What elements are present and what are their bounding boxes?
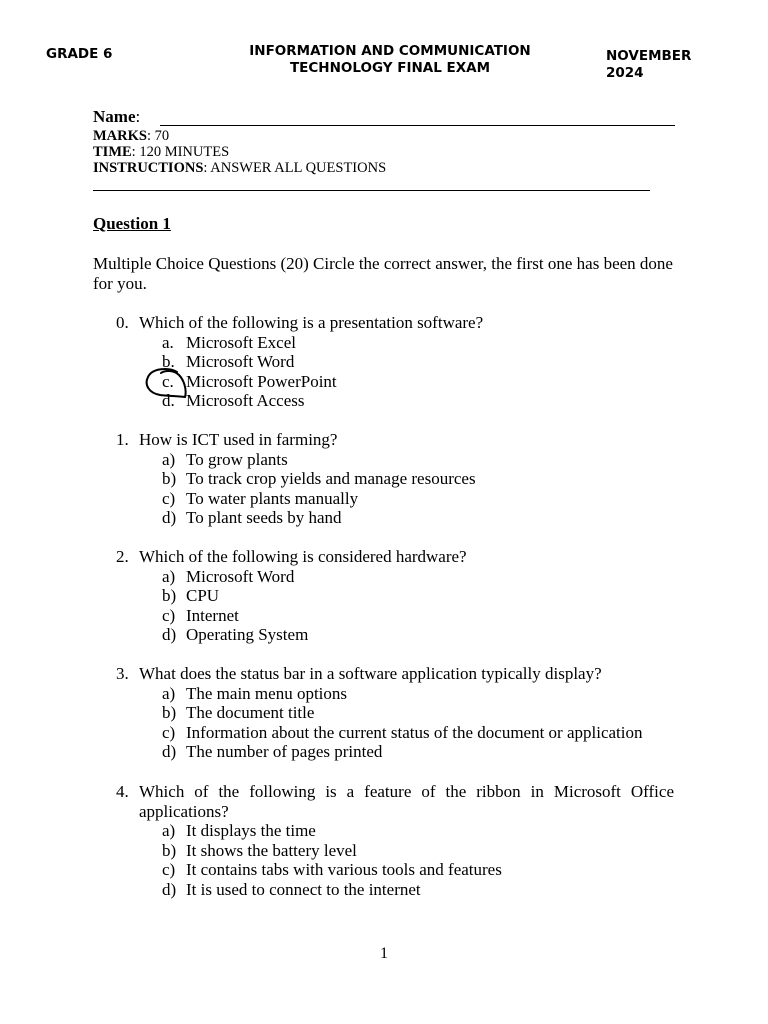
option-label: b)	[162, 703, 177, 723]
option-item	[93, 586, 467, 606]
option-label: d)	[162, 879, 177, 899]
name-label: Name	[93, 107, 136, 126]
question-number: 2.	[116, 547, 129, 566]
question-text: Which of the following is a presentation software?	[139, 313, 484, 332]
marks-line	[93, 128, 169, 144]
option-item	[93, 489, 476, 509]
header-month: NOVEMBER	[606, 48, 692, 64]
option-label: d)	[162, 742, 177, 762]
option-label: c)	[162, 488, 176, 508]
option-text: Microsoft Word	[186, 566, 295, 586]
question-3	[93, 664, 643, 762]
option-text: CPU	[186, 586, 220, 606]
option-label: d)	[162, 508, 177, 528]
option-text: Microsoft Word	[186, 352, 295, 372]
option-item	[93, 684, 643, 704]
option-label: c)	[162, 722, 176, 742]
option-label: a)	[162, 566, 176, 586]
page-number: 1	[380, 945, 388, 962]
option-label: c)	[162, 605, 176, 625]
option-item	[93, 508, 476, 528]
question-text: How is ICT used in farming?	[139, 430, 338, 449]
header-year: 2024	[606, 65, 644, 81]
header-date	[606, 48, 692, 81]
time-label: TIME	[93, 144, 132, 160]
option-item	[93, 625, 467, 645]
marks-value: : 70	[146, 128, 170, 144]
option-text: To track crop yields and manage resources	[186, 469, 476, 489]
question-number: 4.	[116, 782, 129, 801]
section-title: Question 1	[93, 214, 171, 233]
divider-rule	[93, 190, 650, 191]
option-text: Operating System	[186, 625, 309, 645]
question-2	[93, 547, 467, 645]
option-label: a)	[162, 449, 176, 469]
option-item	[93, 742, 643, 762]
option-label: d.	[162, 391, 175, 411]
header-grade: GRADE 6	[46, 46, 113, 62]
option-item	[93, 469, 476, 489]
option-item	[93, 723, 643, 743]
option-text: Information about the current status of the document or application	[186, 722, 643, 742]
option-label: b.	[162, 352, 175, 372]
option-item	[93, 880, 674, 900]
option-text: Microsoft PowerPoint	[186, 371, 337, 391]
header-exam-title	[230, 43, 550, 77]
answer-circle-mark	[143, 366, 193, 402]
name-field: Name:	[93, 107, 141, 126]
option-item	[93, 860, 674, 880]
option-text: To grow plants	[186, 449, 288, 469]
question-text: What does the status bar in a software application typically display?	[139, 664, 602, 683]
option-text: The main menu options	[186, 683, 348, 703]
option-text: To plant seeds by hand	[186, 508, 342, 528]
option-item	[93, 333, 483, 353]
question-number: 3.	[116, 664, 129, 683]
option-label: a)	[162, 821, 176, 841]
option-label: d)	[162, 625, 177, 645]
instructions-line	[93, 160, 386, 176]
option-item	[93, 821, 674, 841]
option-text: It is used to connect to the internet	[186, 879, 421, 899]
option-text: Microsoft Access	[186, 391, 305, 411]
option-label: b)	[162, 469, 177, 489]
option-text: It contains tabs with various tools and features	[186, 860, 502, 880]
time-line	[93, 144, 229, 160]
option-text: Internet	[186, 605, 239, 625]
option-item	[93, 841, 674, 861]
option-label: a.	[162, 332, 174, 352]
header-title-line2: TECHNOLOGY FINAL EXAM	[289, 60, 491, 76]
option-item	[93, 567, 467, 587]
section-intro: Multiple Choice Questions (20) Circle the correct answer, the first one has been done for you.	[93, 254, 673, 293]
instructions-value: : ANSWER ALL QUESTIONS	[203, 160, 387, 176]
instructions-label: INSTRUCTIONS	[93, 160, 204, 176]
option-text: It shows the battery level	[186, 840, 357, 860]
question-text: Which of the following is a feature of the ribbon in Microsoft Office applications?	[139, 782, 674, 821]
option-item	[93, 450, 476, 470]
option-text: It displays the time	[186, 821, 316, 841]
option-item	[93, 606, 467, 626]
option-label: b)	[162, 586, 177, 606]
question-1	[93, 430, 476, 528]
option-item	[93, 703, 643, 723]
option-text: The number of pages printed	[186, 742, 383, 762]
option-label: a)	[162, 683, 176, 703]
option-label: b)	[162, 840, 177, 860]
question-4	[93, 782, 674, 900]
question-number: 0.	[116, 313, 129, 332]
option-text: The document title	[186, 703, 315, 723]
option-text: Microsoft Excel	[186, 332, 296, 352]
time-value: : 120 MINUTES	[131, 144, 230, 160]
name-blank-line	[160, 125, 675, 126]
option-text: To water plants manually	[186, 488, 359, 508]
question-number: 1.	[116, 430, 129, 449]
question-text: Which of the following is considered hardware?	[139, 547, 467, 566]
option-label: c.	[162, 371, 174, 391]
header-title-line1: INFORMATION AND COMMUNICATION	[249, 43, 531, 59]
marks-label: MARKS	[93, 128, 147, 144]
option-label: c)	[162, 860, 176, 880]
